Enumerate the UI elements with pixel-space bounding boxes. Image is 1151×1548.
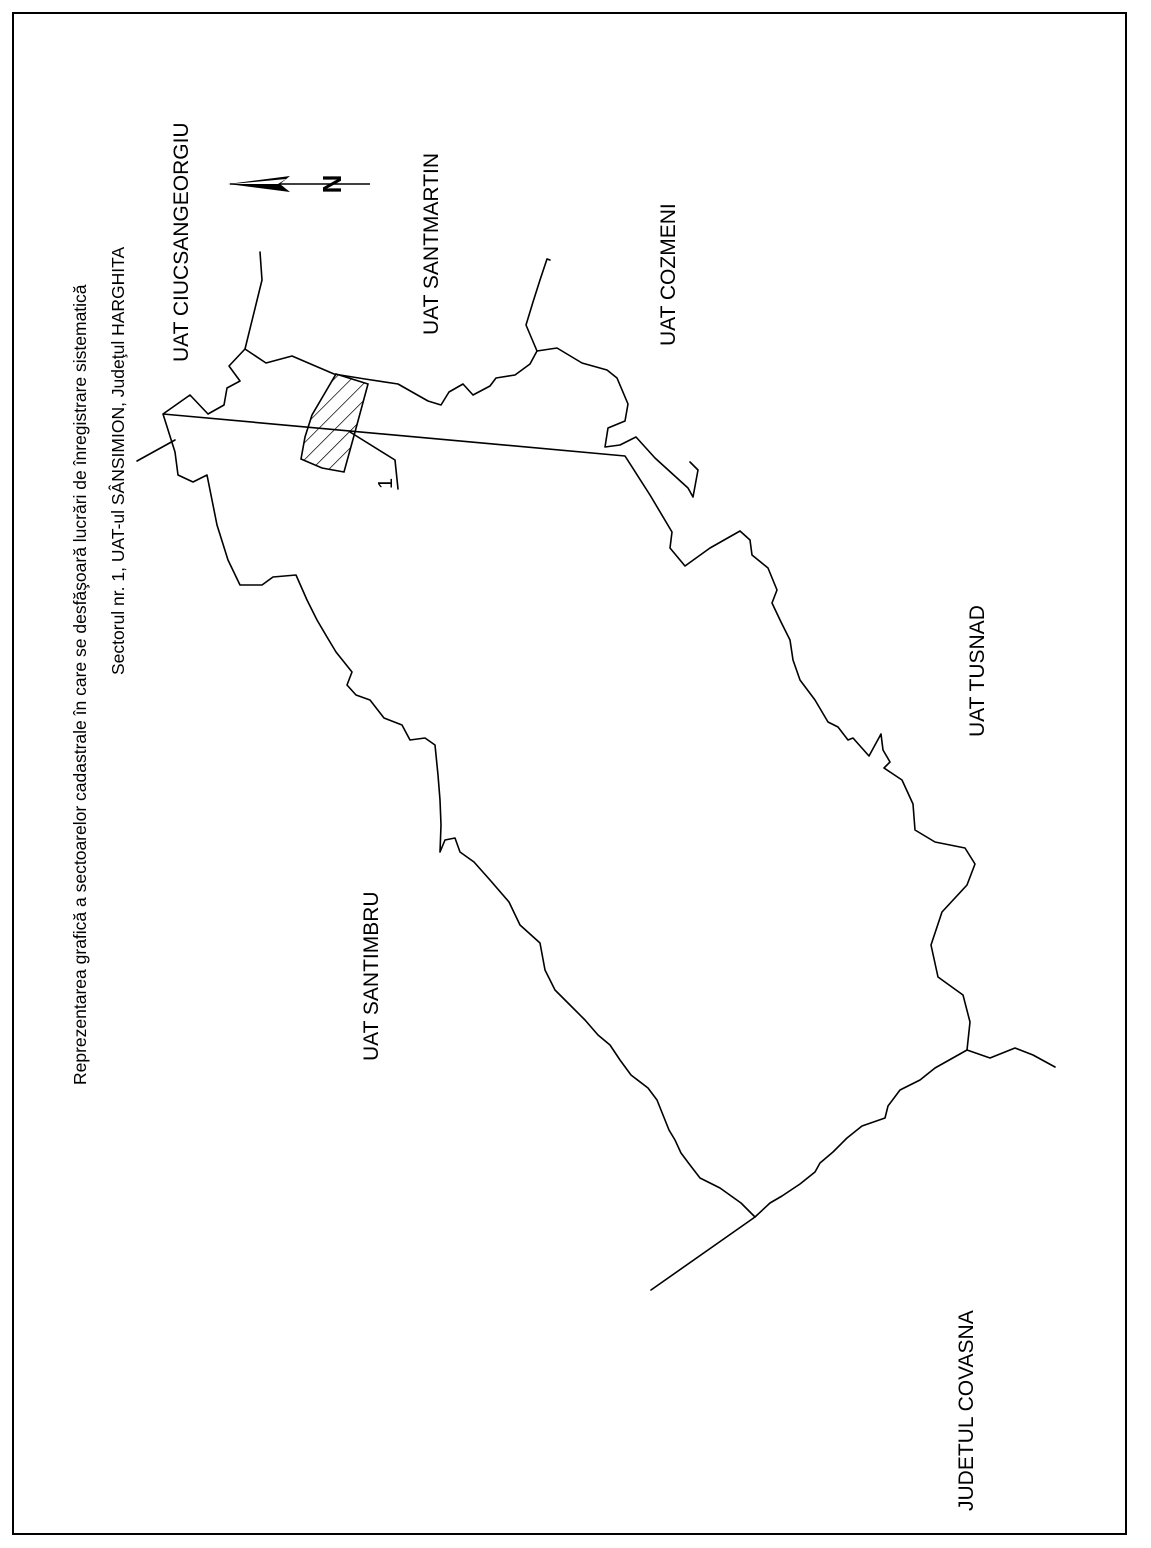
label-uat-tusnad: UAT TUSNAD [966, 605, 989, 737]
label-uat-cozmeni: UAT COZMENI [657, 203, 680, 346]
sector-1-number: 1 [375, 477, 397, 489]
boundary-tail-southeast [967, 1048, 1055, 1067]
title-line-1: Reprezentarea grafică a sectoarelor cadastrale în care se desfăşoară lucrări de înregistrare sistematică [70, 284, 90, 1085]
label-uat-santmartin: UAT SANTMARTIN [420, 152, 443, 335]
boundary-tail-north [526, 259, 550, 351]
label-uat-ciucsangeorgiu: UAT CIUCSANGEORGIU [170, 122, 193, 362]
label-judetul-covasna: JUDETUL COVASNA [955, 1310, 978, 1511]
label-uat-santimbru: UAT SANTIMBRU [360, 891, 383, 1061]
boundary-tail-northwest [245, 252, 262, 349]
north-letter: N [316, 174, 347, 194]
boundary-tail-southwest [651, 1217, 755, 1290]
north-arrow-icon [228, 175, 370, 194]
uat-boundary [163, 348, 975, 1217]
title-line-2: Sectorul nr. 1, UAT-ul SÂNSIMION, Judeţul HARGHITA [108, 246, 128, 675]
boundary-tail-west [137, 440, 175, 461]
sector-1-area [301, 374, 368, 472]
